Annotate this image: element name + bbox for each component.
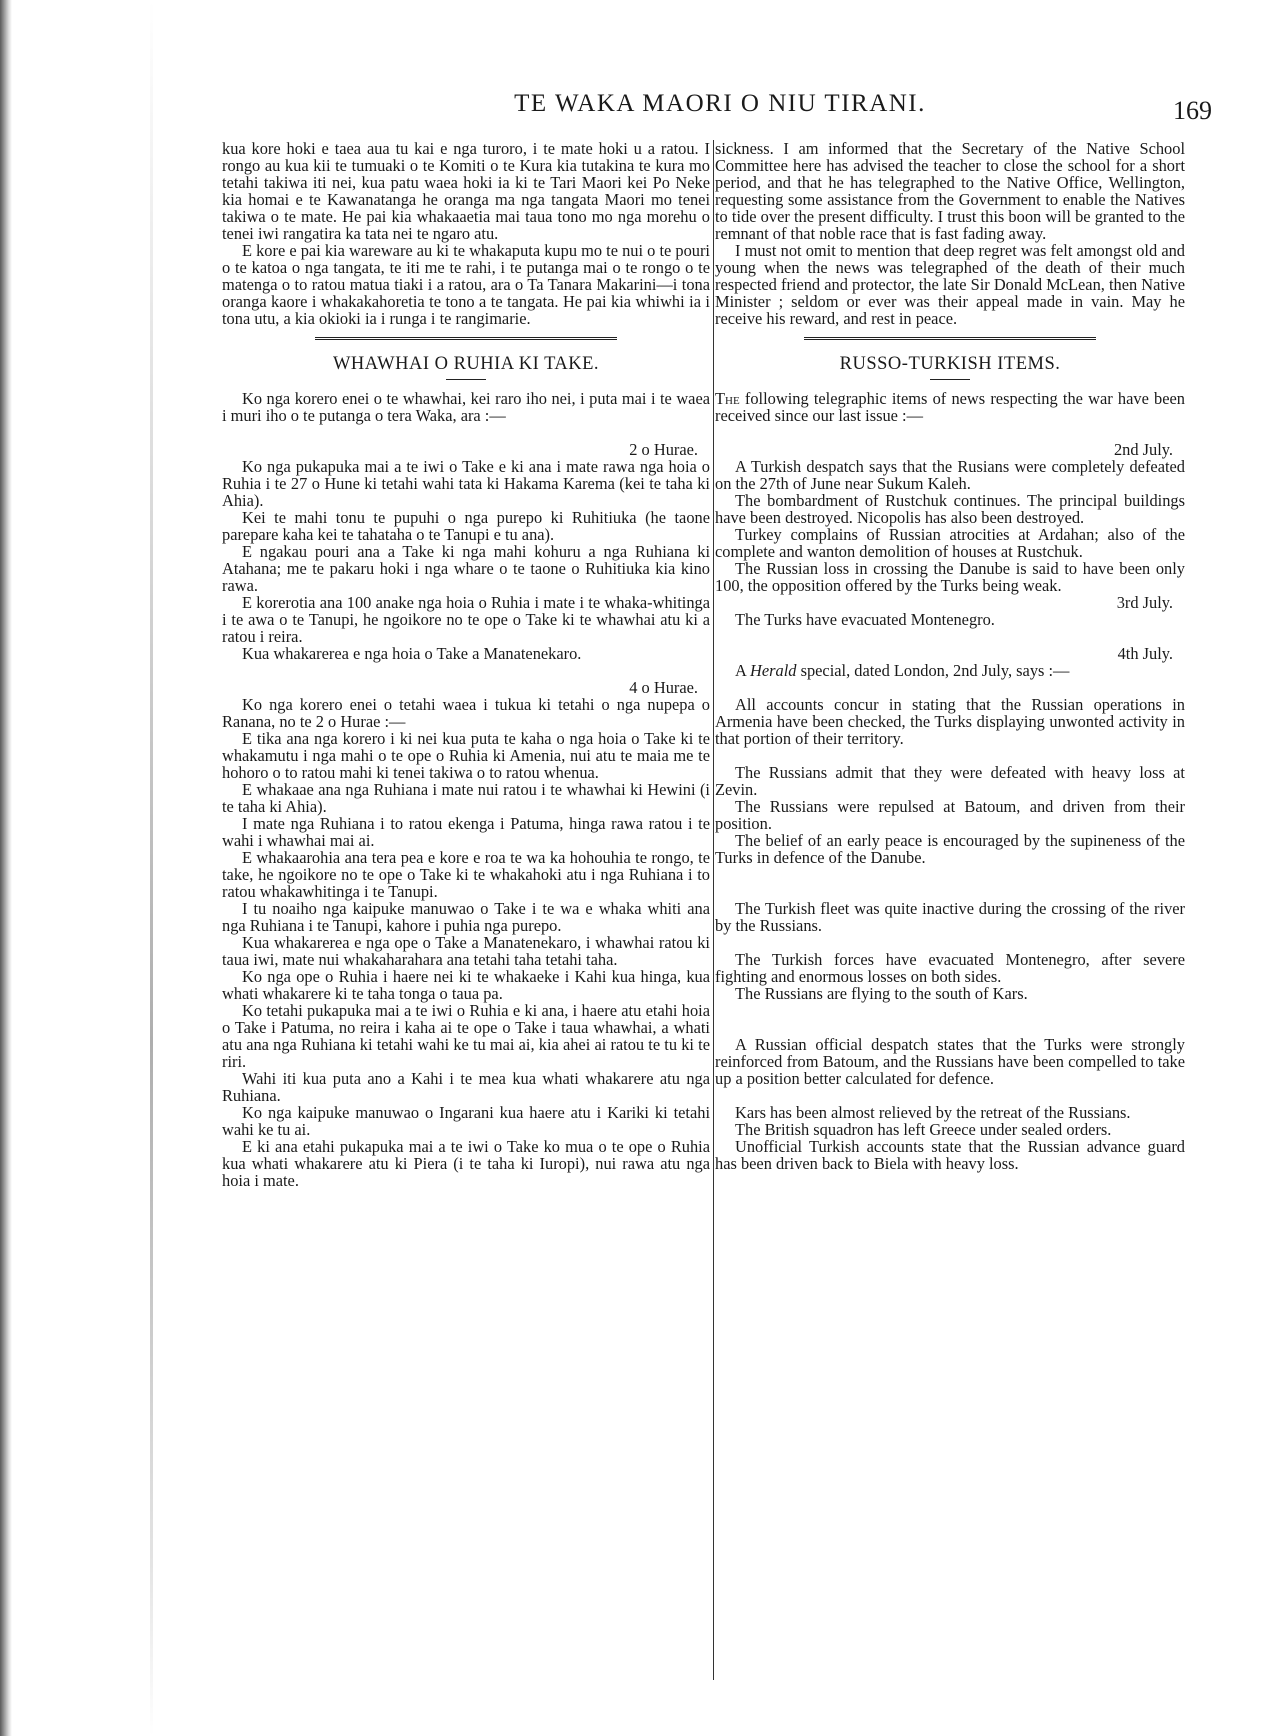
page-shadow: [150, 0, 153, 1736]
paragraph: Ko nga korero enei o tetahi waea i tukua ki tetahi o nga nupepa o Ranana, no te 2 o Hurae :—: [222, 695, 710, 731]
paragraph: The bombardment of Rustchuk continues. The principal buildings have been destroyed. Nicopolis has also been destroyed.: [715, 491, 1185, 527]
paragraph: I mate nga Ruhiana i to ratou ekenga i Patuma, hinga rawa ratou i te wahi i whawhai mai ai.: [222, 814, 710, 850]
spacer: [715, 866, 1185, 900]
section-heading: WHAWHAI O RUHIA KI TAKE.: [332, 354, 600, 374]
paragraph: The Turkish forces have evacuated Montenegro, after severe fighting and enormous losses on both sides.: [715, 950, 1185, 986]
paragraph: I tu noaiho nga kaipuke manuwao o Take i te wa e whaka whiti ana nga Ruhiana i te Tanupi, kahore i puhia nga purepo.: [222, 899, 710, 935]
paragraph: A Russian official despatch states that the Turks were strongly reinforced from Batoum, and the Russians have been compelled to take up a position better calculated for defence.: [715, 1035, 1185, 1088]
spacer: [715, 1002, 1185, 1036]
spacer: [715, 628, 1185, 645]
paragraph: [222, 390, 710, 424]
paragraph: E kore e pai kia wareware au ki te whakaputa kupu mo te nui o te pouri o te katoa o nga tangata, te iti me te rahi, i te putanga mai o te rongo o te matenga o to ratou matua tiaki i a ratou, ara o Ta Tanara Makarini—i tona oranga kaore i whakakahoretia te tono a te tangata. He pai kia whiwhi ia i tona utu, a kia okioki ia i runga i te rangimarie.: [222, 241, 710, 328]
paragraph: A Turkish despatch says that the Rusians were completely defeated on the 27th of June near Sukum Kaleh.: [715, 457, 1185, 493]
paragraph: All accounts concur in stating that the Russian operations in Armenia have been checked, the Turks displaying unwonted activity in that portion of their territory.: [715, 695, 1185, 748]
short-rule: [930, 379, 970, 380]
paragraph: The Russians are flying to the south of Kars.: [735, 984, 1028, 1003]
spacer: [222, 662, 710, 679]
english-column: [715, 140, 1185, 1172]
dateline: 4 o Hurae.: [629, 678, 698, 697]
paragraph: The Russians admit that they were defeated with heavy loss at Zevin.: [715, 763, 1185, 799]
column-rule: [713, 140, 714, 1680]
paragraph: Kua whakarerea e nga ope o Take a Manatenekaro, i whawhai ratou ki taua iwi, mate nui whakaharahara ana tetahi taha tetahi taha.: [222, 933, 710, 969]
paragraph: E tika ana nga korero i ki nei kua puta te kaha o nga hoia o Take ki te whakamutu i nga mahi o te ope o Ruhia ki Amenia, nui atu te maia me te hohoro o to ratou mahi ki tenei takiwa o to ratou whenua.: [222, 729, 710, 782]
paragraph: kua kore hoki e taea aua tu kai e nga turoro, i te mate hoki u a ratou. I rongo au kua kii te tumuaki o te Komiti o te Kura kia tutakina te kura mo tetahi takiwa iti nei, kua patu waea hoki ia ki te Tari Maori kei Po Neke kia homai e te Kawanatanga he oranga ma nga tangata Maori mo tenei takiwa o te mate. He pai kia whakaaetia mai taua tono mo nga morehu o tenei iwi rangatira ka tata nei te ngaro atu.: [222, 139, 710, 243]
spacer: [715, 424, 1185, 441]
paragraph: Turkey complains of Russian atrocities at Ardahan; also of the complete and wanton demolition of houses at Rustchuk.: [715, 525, 1185, 561]
paragraph: [715, 390, 1185, 424]
spacer: [715, 679, 1185, 696]
spacer: [715, 1087, 1185, 1104]
text: special, dated London, 2nd July, says :—: [796, 661, 1070, 680]
paragraph: Ko tetahi pukapuka mai a te iwi o Ruhia e ki ana, i haere atu etahi hoia o Take i Patuma, no reira i kaha ai te ope o Take i taua whawhai, a whati atu ana nga Ruhiana ki tetahi wahi ke tu mai ai, kia ahei ai ratou te tu ki te riri.: [222, 1001, 710, 1071]
paragraph: The Russian loss in crossing the Danube is said to have been only 100, the opposition offered by the Turks being weak.: [715, 559, 1185, 595]
paragraph: Ko nga pukapuka mai a te iwi o Take e ki ana i mate rawa nga hoia o Ruhia i te 27 o Hune ki tetahi wahi tata ki Hakama Karema (kei te taha ki Ahia).: [222, 457, 710, 510]
binding-edge: [0, 0, 12, 1736]
short-rule: [446, 379, 486, 380]
paragraph: The British squadron has left Greece under sealed orders.: [735, 1120, 1112, 1139]
dateline: 2nd July.: [1113, 440, 1173, 459]
section-divider: [315, 337, 618, 342]
paragraph: The Turks have evacuated Montenegro.: [735, 610, 995, 629]
paragraph: The Russians were repulsed at Batoum, and driven from their position.: [715, 797, 1185, 833]
paragraph: E whakaae ana nga Ruhiana i mate nui ratou i te whawhai ki Hewini (i te taha ki Ahia).: [222, 780, 710, 816]
intro-text: Ko nga korero enei o te whawhai, kei raro iho nei, i puta mai i te waea i muri iho o te putanga o tera Waka, ara :—: [222, 389, 710, 425]
paragraph: E ngakau pouri ana a Take ki nga mahi kohuru a nga Ruhiana ki Atahana; me te pakaru hoki i nga whare o te taone o Ruhitiuka kia kino rawa.: [222, 542, 710, 595]
section-heading: RUSSO-TURKISH ITEMS.: [839, 354, 1061, 374]
paragraph: E ki ana etahi pukapuka mai a te iwi o Take ko mua o te ope o Ruhia kua whati whakarere atu ki Piera (i te taha ki Iuropi), nui rawa atu nga hoia i mate.: [222, 1137, 710, 1190]
dateline: 2 o Hurae.: [629, 440, 698, 459]
dateline: 4th July.: [1117, 644, 1173, 663]
spacer: [715, 747, 1185, 764]
lead-word: The: [715, 389, 740, 408]
spacer: [222, 424, 710, 441]
page-number: 169: [1173, 96, 1212, 125]
dateline: 3rd July.: [1116, 593, 1173, 612]
paragraph: Ko nga ope o Ruhia i haere nei ki te whakaeke i Kahi kua hinga, kua whati whakarere ki te taha tonga o taua pa.: [222, 967, 710, 1003]
paragraph: Wahi iti kua puta ano a Kahi i te mea kua whati whakarere atu nga Ruhiana.: [222, 1069, 710, 1105]
paragraph: sickness. I am informed that the Secretary of the Native School Committee here has advised the teacher to close the school for a short period, and that he has telegraphed to the Native Office, Wellington, requesting some assistance from the Government to enable the Natives to tide over the present difficulty. I trust this boon will be granted to the remnant of that noble race that is fast fading away.: [715, 139, 1185, 243]
spacer: [715, 934, 1185, 951]
paragraph: [715, 662, 1185, 679]
maori-column: [222, 140, 710, 1189]
paragraph: Kei te mahi tonu te pupuhi o nga purepo ki Ruhitiuka (he taone parepare kaha kei te tahataha o te Tanupi e tu ana).: [222, 508, 710, 544]
paragraph: E korerotia ana 100 anake nga hoia o Ruhia i mate i te whaka-whitinga i te awa o te Tanupi, he ngoikore no te ope o Take ki te whawhai atu ki a ratou i reira.: [222, 593, 710, 646]
running-header: [220, 90, 1220, 130]
text: A: [735, 661, 751, 680]
paragraph: Unofficial Turkish accounts state that the Russian advance guard has been driven back to Biela with heavy loss.: [715, 1137, 1185, 1173]
newspaper-name: Herald: [750, 661, 797, 680]
paragraph: The Turkish fleet was quite inactive during the crossing of the river by the Russians.: [715, 899, 1185, 935]
newspaper-title: TE WAKA MAORI O NIU TIRANI.: [514, 90, 926, 117]
section-divider: [804, 337, 1095, 342]
intro-text: following telegraphic items of news respecting the war have been received since our last issue :—: [715, 389, 1185, 425]
paragraph: The belief of an early peace is encouraged by the supineness of the Turks in defence of the Danube.: [715, 831, 1185, 867]
paragraph: Ko nga kaipuke manuwao o Ingarani kua haere atu i Kariki ki tetahi wahi ke tu ai.: [222, 1103, 710, 1139]
paragraph: Kars has been almost relieved by the retreat of the Russians.: [735, 1103, 1131, 1122]
paragraph: E whakaarohia ana tera pea e kore e roa te wa ka hohouhia te rongo, te take, he ngoikore no te ope o Take ki te whakahoki atu i nga Ruhiana i to ratou whakawhitinga i te Tanupi.: [222, 848, 710, 901]
paragraph: Kua whakarerea e nga hoia o Take a Manatenekaro.: [242, 644, 582, 663]
paragraph: I must not omit to mention that deep regret was felt amongst old and young when the news was telegraphed of the death of their much respected friend and protector, the late Sir Donald McLean, then Native Minister ; seldom or ever was their appeal made in vain. May he receive his reward, and rest in peace.: [715, 241, 1185, 328]
